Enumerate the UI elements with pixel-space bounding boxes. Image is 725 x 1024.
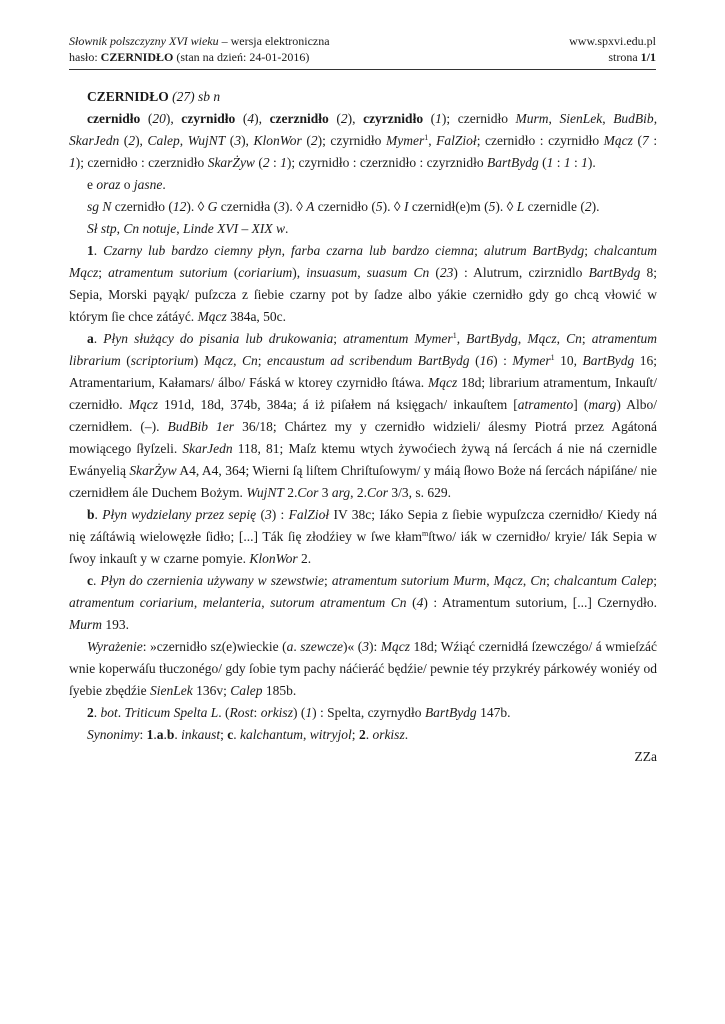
entry-body	[69, 86, 657, 768]
synonyms: Synonimy: 1.a.b. inkaust; c. kalchantum, witryjol; 2. orkisz.	[87, 727, 409, 742]
sense-1a: a. Płyn służący do pisania lub drukowania; atramentum Mymer$^1$, BartBydg, Mącz, Cn; atramentum librarium (scriptorium) Mącz, Cn; encaustum ad scribendum BartBydg (16) : Mymer$^1$ 10, BartBydg 16; Atramentarium, Kałamars/ álbo/ Fáská w ktorey czyrnidło ſtáwa. Mącz 18d; librarium atramentum, Inkauſt/ czernidło. Mącz 191d, 18d, 374b, 384a; á iż piſałem ná księgach/ inkauſtem [atramento] (marg) Albo/ czernidłem. (–). BudBib 1er 36/18; Chártez my y czernidło widzieli/ álesmy Piotrá przez Agátoná mowiącego ſłyſzeli. SkarJedn 118, 81; Maſz ktemu wtych żywoćiech żywą ná ſercách á nie ná czernidle Ewányelią SkarŻyw A4, A4, 364; Wierni ſą liſtem Chriſtuſowym/ y máią ſłowo Boże ná ſercách nápiſáne/ nie czernidłem ále Duchem Bożym. WujNT 2.Cor 3 arg, 2.Cor 3/3, s. 629.	[69, 331, 658, 500]
entry-spelling: e oraz o jasne.	[87, 177, 166, 192]
entry-references: Sł stp, Cn notuje, Linde XVI – XIX w.	[87, 221, 289, 236]
header-row-1	[69, 34, 656, 48]
header-divider	[69, 69, 656, 70]
source-title: Słownik polszczyzny XVI wieku – wersja elektroniczna	[69, 34, 330, 48]
entry-forms: czernidło (20), czyrnidło (4), czerznidło (2), czyrznidło (1); czernidło Murm, SienLek, BudBib, SkarJedn (2), Calep, WujNT (3), KlonWor (2); czyrnidło Mymer$^1$, FalZioł; czernidło : czyrnidło Mącz (7 : 1); czernidło : czerznidło SkarŻyw (2 : 1); czyrnidło : czerznidło : czyrznidło BartBydg (1 : 1 : 1).	[69, 111, 658, 170]
sense-1c: c. Płyn do czernienia używany w szewstwie; atramentum sutorium Murm, Mącz, Cn; chalcantum Calep; atramentum coriarium, melanteria, sutorum atramentum Cn (4) : Atramentum sutorium, [...] Czernydło. Murm 193.	[69, 573, 658, 632]
expression: Wyrażenie: »czernidło sz(e)wieckie (a. szewcze)« (3): Mącz 18d; Wźiąć czernidłá ſzewczégo/ á wmieſzáć wnie koperwáſu tłuczonégo/ gdy ſobie tym pachy náćieráć będźie/ pewnie téy przykréy párkowéy woniéy od ſyebie zbędźie SienLek 136v; Calep 185b.	[69, 639, 657, 698]
website-link[interactable]: www.spxvi.edu.pl	[569, 34, 656, 48]
sense-1b: b. Płyn wydzielany przez sepię (3) : FalZioł IV 38c; Iáko Sepia z ſiebie wypuſzcza czernidło/ Kiedy ná nię záſtáwią wielowęzłe ſidło; [...] Ták ſię złodźiey w ſwe kłam$^m$ſtwo/ iák w czernidło/ kryie/ Iák Sepia w ſwoy inkauſt y w czarne pomyie. KlonWor 2.	[69, 507, 658, 566]
sense-2: 2. bot. Triticum Spelta L. (Rost: orkisz) (1) : Spelta, czyrnydło BartBydg 147b.	[87, 705, 511, 720]
sense-1: 1. Czarny lub bardzo ciemny płyn, farba czarna lub bardzo ciemna; alutrum BartBydg; chalcantum Mącz; atramentum sutorium (coriarium), insuasum, suasum Cn (23) : Alutrum, czirznidlo BartBydg 8; Sepia, Morski pąyąk/ puſzcza z ſiebie czarny pot by ſadze albo yákie czernidło gdy go chcą vłowić w którym ſie chce zátáyć. Mącz 384a, 50c.	[69, 243, 658, 324]
author-signature: ZZa	[634, 749, 657, 764]
entry-inflection: sg N czernidło (12). ◊ G czernidła (3). ◊ A czernidło (5). ◊ I czernidł(e)m (5). ◊ L czernidle (2).	[87, 199, 600, 214]
header-row-2	[69, 50, 656, 64]
page-number: strona 1/1	[608, 50, 656, 64]
entry-info: hasło: CZERNIDŁO (stan na dzień: 24-01-2016)	[69, 50, 310, 64]
entry-headline: CZERNIDŁO (27) sb n	[87, 89, 221, 104]
